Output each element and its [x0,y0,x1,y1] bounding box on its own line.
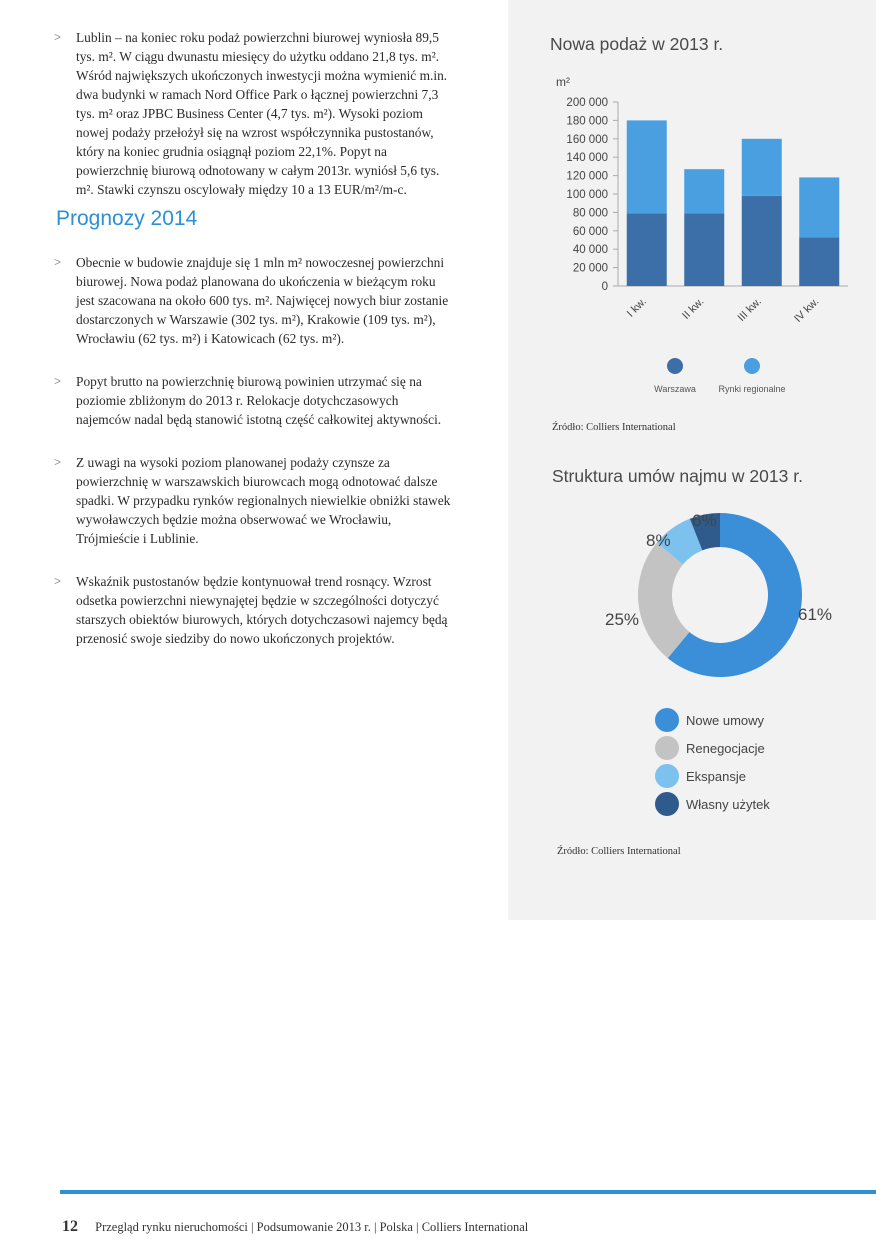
bullet-text: Lublin – na koniec roku podaż powierzchni biurowej wyniosła 89,5 tys. m². W ciągu dwunastu miesięcy do użytku oddano 21,8 tys. m². Wśród największych ukończonych inwestycji można wymienić m.in. dwa budynki w ramach Nord Office Park o łącznej powierzchni 7,3 tys. m² oraz JPBC Business Center (4,7 tys. m²). Wysoki poziom nowej podaży przełożył się na wzrost współczynnika pustostanów, który na koniec grudnia osiągnął poziom 22,1%. Popyt na powierzchnię biurową odnotowany w całym 2013r. wyniósł 5,6 tys. m². Stawki czynszu oscylowały między 10 a 13 EUR/m²/m-c. [76,30,448,197]
donut-chart-title: Struktura umów najmu w 2013 r. [552,466,803,486]
footer-text: Przegląd rynku nieruchomości | Podsumowanie 2013 r. | Polska | Colliers International [95,1220,529,1234]
legend-label: Rynki regionalne [718,384,786,394]
y-tick-label: 0 [601,281,608,293]
bullet-marker: > [54,255,62,269]
y-tick-label: 20 000 [572,262,608,275]
legend-marker [744,358,760,374]
page-number: 12 [62,1218,78,1235]
bar-segment-regional [742,139,782,196]
y-tick-label: 180 000 [566,115,608,128]
legend-label: Nowe umowy [686,712,765,728]
bar-segment-warszawa [627,213,667,286]
y-tick-label: 40 000 [572,244,608,257]
legend-item [655,706,770,734]
bar-chart-source: Źródło: Colliers International [552,422,676,433]
bar-segment-regional [627,120,667,213]
bullet-lublin [52,28,452,199]
y-tick-label: 160 000 [566,133,608,146]
donut-chart-source: Źródło: Colliers International [557,846,681,857]
slice-value-label: 8% [646,531,671,550]
bar-segment-regional [684,169,724,213]
bullet-forecast-1 [52,253,452,348]
legend-marker [655,764,679,788]
x-tick-label: I kw. [624,295,649,320]
bar-chart [540,70,860,410]
bullet-forecast-2 [52,372,452,429]
legend-label: Ekspansje [686,768,746,784]
x-tick-label: IV kw. [792,295,822,325]
x-tick-label: III kw. [735,295,764,325]
legend-item [655,790,770,818]
slice-value-label: 6% [692,511,717,530]
bar-chart-title: Nowa podaż w 2013 r. [550,34,724,54]
y-tick-label: 140 000 [566,152,608,165]
bar-segment-warszawa [684,213,724,286]
y-tick-label: 100 000 [566,189,608,201]
footer-rule [60,1190,876,1194]
slice-value-label: 25% [605,610,640,629]
section-title: Prognozy 2014 [56,207,198,230]
legend-marker [655,792,679,816]
bullet-text: Obecnie w budowie znajduje się 1 mln m² nowoczesnej powierzchni biurowej. Nowa podaż planowana do ukończenia w bieżącym roku jest szacowana na około 600 tys. m². Najwięcej nowych biur zostanie dostarczonych w Warszawie (302 tys. m²), Krakowie (109 tys. m²), Wrocławiu (62 tys. m²) i Katowicach (62 tys. m²). [76,255,449,346]
bullet-marker: > [54,455,62,469]
legend-marker [655,708,679,732]
slice-value-label: 61% [798,605,833,624]
y-tick-label: 80 000 [572,207,608,220]
bar-segment-regional [799,177,839,237]
bullet-marker: > [54,574,62,588]
bullet-text: Wskaźnik pustostanów będzie kontynuował trend rosnący. Wzrost odsetka powierzchni niewynajętej będzie w szczególności dotyczyć starszych obiektów biurowych, których dotychczasowi najemcy będą przenosić swoje siedziby do nowo ukończonych projektów. [76,574,448,646]
main-text-column [52,28,452,672]
legend-label: Renegocjacje [686,740,765,756]
donut-legend [655,706,770,818]
legend-marker [667,358,683,374]
y-tick-label: 200 000 [566,97,608,109]
bullet-marker: > [54,374,62,388]
legend-marker [655,736,679,760]
y-tick-label: 120 000 [566,170,608,183]
page-footer [62,1218,528,1236]
bullet-forecast-3 [52,453,452,548]
y-axis-label: m² [556,75,570,89]
bar-segment-warszawa [742,196,782,286]
bullet-marker: > [54,30,62,44]
legend-item [655,734,770,762]
x-tick-label: II kw. [680,295,707,322]
donut-chart [560,500,850,700]
legend-label: Warszawa [654,384,696,394]
bullet-text: Popyt brutto na powierzchnię biurową powinien utrzymać się na poziomie zbliżonym do 2013 r. Relokacje dotychczasowych najemców nadal będą stanowić istotną część całkowitej aktywności. [76,374,442,427]
y-tick-label: 60 000 [572,225,608,238]
legend-label: Własny użytek [686,796,770,812]
legend-item [655,762,770,790]
bullet-text: Z uwagi na wysoki poziom planowanej podaży czynsze za powierzchnię w warszawskich biurowcach mogą odnotować dalsze spadki. W przypadku rynków regionalnych niewielkie obniżki stawek wywoławczych będzie można obserwować we Wrocławiu, Trójmieście i Lublinie. [76,455,451,546]
bullet-forecast-4 [52,572,452,648]
bar-segment-warszawa [799,237,839,286]
